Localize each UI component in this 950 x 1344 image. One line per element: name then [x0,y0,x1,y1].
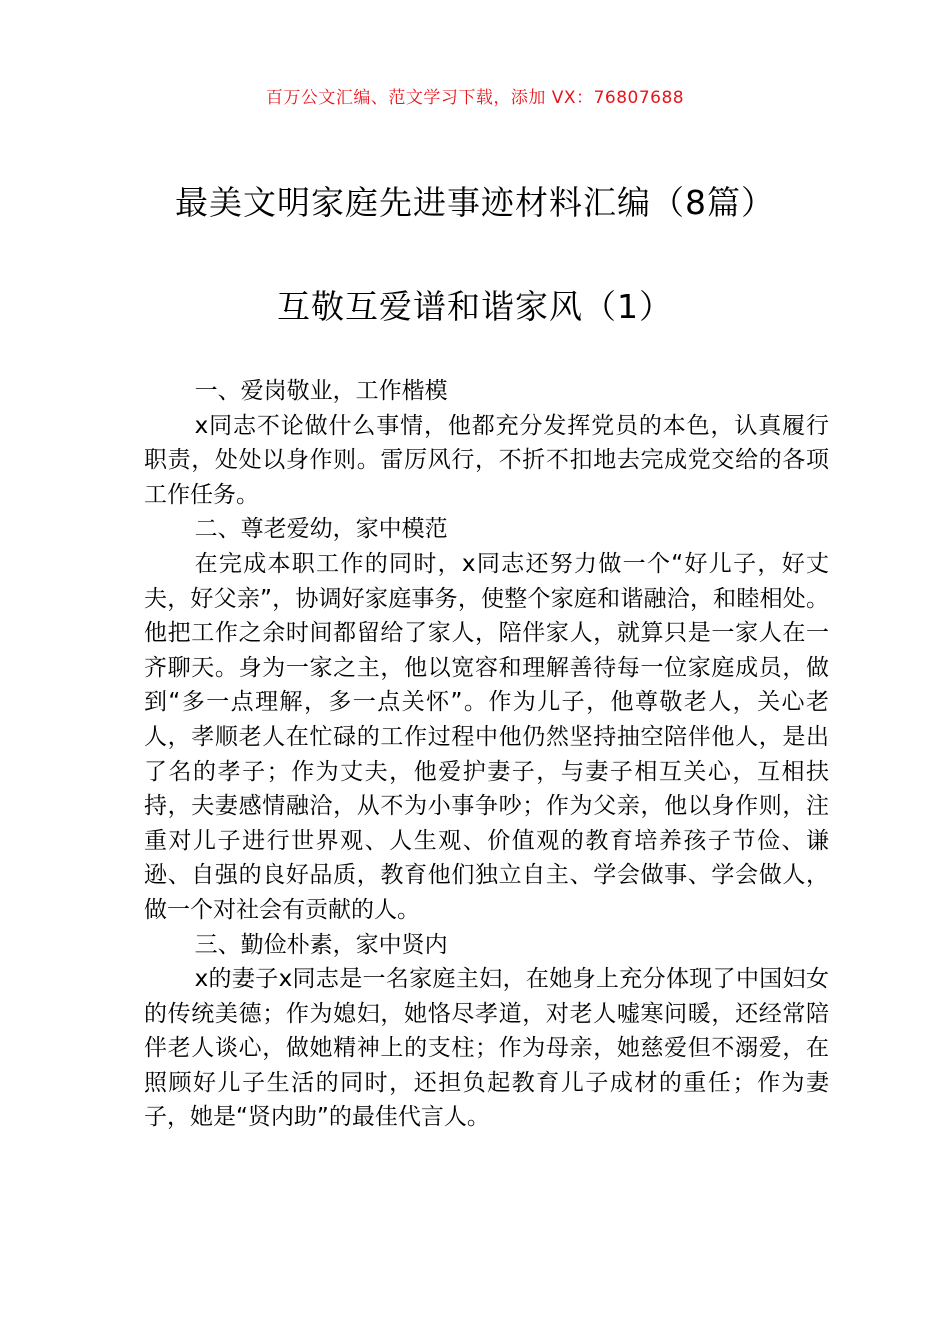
section-title: 互敬互爱谱和谐家风（1） [277,287,673,326]
document-body [144,374,829,1135]
heading-paragraph: 一、爱岗敬业，工作楷模 [194,378,448,404]
document-title: 最美文明家庭先进事迹材料汇编（8篇） [175,183,775,222]
heading-paragraph: 二、尊老爱幼，家中模范 [194,516,448,543]
heading-paragraph: 三、勤俭朴素，家中贤内 [194,931,448,958]
header-promo-note: 百万公文汇编、范文学习下载，添加 VX：76807688 [265,88,685,108]
body-paragraph: x的妻子x同志是一名家庭主妇，在她身上充分体现了中国妇女的传统美德；作为媳妇，她恪尽孝道，对老人嘘寒问暖，还经常陪伴老人谈心，做她精神上的支柱；作为母亲，她慈爱但不溺爱，在照顾好儿子生活的同时，还担负起教育儿子成材的重任；作为妻子，她是“贤内助”的最佳代言人。 [144,966,829,1131]
body-paragraph: x同志不论做什么事情，他都充分发挥党员的本色，认真履行职责，处处以身作则。雷厉风行，不折不扣地去完成党交给的各项工作任务。 [144,412,829,508]
body-paragraph: 在完成本职工作的同时，x同志还努力做一个“好儿子，好丈夫，好父亲”，协调好家庭事务，使整个家庭和谐融洽，和睦相处。他把工作之余时间都留给了家人，陪伴家人，就算只是一家人在一齐聊天。身为一家之主，他以宽容和理解善待每一位家庭成员，做到“多一点理解，多一点关怀”。作为儿子，他尊敬老人，关心老人，孝顺老人在忙碌的工作过程中他仍然坚持抽空陪伴他人，是出了名的孝子；作为丈夫，他爱护妻子，与妻子相互关心，互相扶持，夫妻感情融洽，从不为小事争吵；作为父亲，他以身作则，注重对儿子进行世界观、人生观、价值观的教育培养孩子节俭、谦逊、自强的良好品质，教育他们独立自主、学会做事、学会做人，做一个对社会有贡献的人。 [144,550,829,923]
